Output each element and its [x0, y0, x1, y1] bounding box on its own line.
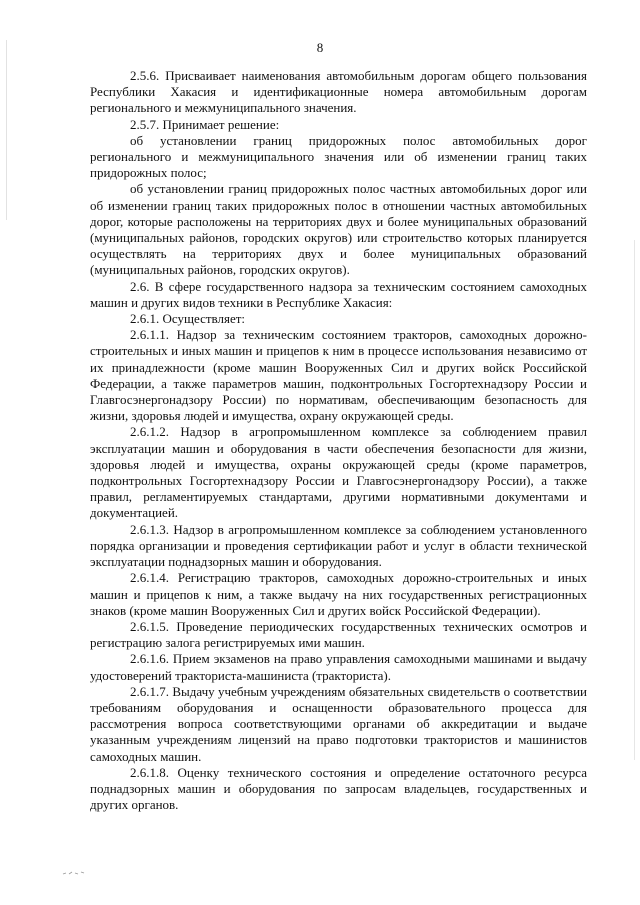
- paragraph: 2.6.1.6. Прием экзаменов на право управления самоходными машинами и выдачу удостоверений тракториста-машиниста (тракториста).: [90, 651, 587, 683]
- paragraph: 2.5.7. Принимает решение:: [130, 116, 280, 132]
- paragraph: 2.6.1.5. Проведение периодических государственных технических осмотров и регистрацию залога регистрируемых ими машин.: [90, 618, 587, 651]
- scan-edge-mark: [634, 240, 635, 760]
- paragraph: 2.6.1.2. Надзор в агропромышленном комплексе за соблюдением правил эксплуатации машин и оборудования в части обеспечения безопасности для жизни, здоровья людей и имущества, охраны окружающей среды (кроме параметров, подконтрольных Госгортехнадзору России и Главгосэнергонадзору России), а также правил, регламентируемых стандартами, другими нормативными документами и документацией.: [90, 424, 587, 521]
- paragraph: об установлении границ придорожных полос частных автомобильных дорог или об изменении границ таких придорожных полос в отношении частных автомобильных дорог, которые расположены на территориях двух и более муниципальных образований (муниципальных районов, городских округов) или строительство которых планируется осуществлять на территориях двух и более муниципальных образований (муниципальных районов, городских округов).: [90, 181, 587, 278]
- paragraph: 2.6.1.8. Оценку технического состояния и определение остаточного ресурса поднадзорных машин и оборудования по запросам владельцев, государственных и других органов.: [90, 764, 587, 813]
- paragraph: 2.6.1. Осуществляет:: [130, 311, 246, 327]
- scan-speck-mark: [62, 870, 86, 876]
- paragraph: 2.6.1.1. Надзор за техническим состоянием тракторов, самоходных дорожно-строительных и иных машин и прицепов к ним в процессе использования независимо от их принадлежности (кроме машин Вооруженных Сил и других войск Российской Федерации, а также параметров машин, подконтрольных Госгортехнадзору России и Главгосэнергонадзору России) по нормативам, обеспечивающим безопасность для жизни, здоровья людей и имущества, охрану окружающей среды.: [90, 327, 587, 424]
- paragraph: 2.6.1.4. Регистрацию тракторов, самоходных дорожно-строительных и иных машин и прицепов к ним, а также выдачу на них государственных регистрационных знаков (кроме машин Вооруженных Сил и других войск Российской Федерации).: [90, 570, 587, 618]
- scan-edge-mark: [6, 40, 7, 220]
- page-number: 8: [316, 40, 324, 55]
- paragraph: 2.6.1.3. Надзор в агропромышленном комплексе за соблюдением установленного порядка организации и проведения сертификации работ и услуг в области технической эксплуатации поднадзорных машин и оборудования.: [90, 521, 587, 570]
- paragraph: 2.6. В сфере государственного надзора за техническим состоянием самоходных машин и других видов техники в Республике Хакасия:: [90, 278, 587, 310]
- paragraph: 2.5.6. Присваивает наименования автомобильным дорогам общего пользования Республики Хакасия и идентификационные номера автомобильным дорогам регионального и межмуниципального значения.: [90, 68, 587, 116]
- document-body: [90, 68, 587, 813]
- paragraph: 2.6.1.7. Выдачу учебным учреждениям обязательных свидетельств о соответствии требованиям оборудования и оснащенности образовательного процесса для рассмотрения вопроса соответствующими органами об аккредитации и выдаче указанным учреждениям лицензий на право подготовки трактористов и машинистов самоходных машин.: [90, 683, 587, 764]
- paragraph: об установлении границ придорожных полос автомобильных дорог регионального и межмуниципального значения или об изменении границ таких придорожных полос;: [90, 132, 587, 181]
